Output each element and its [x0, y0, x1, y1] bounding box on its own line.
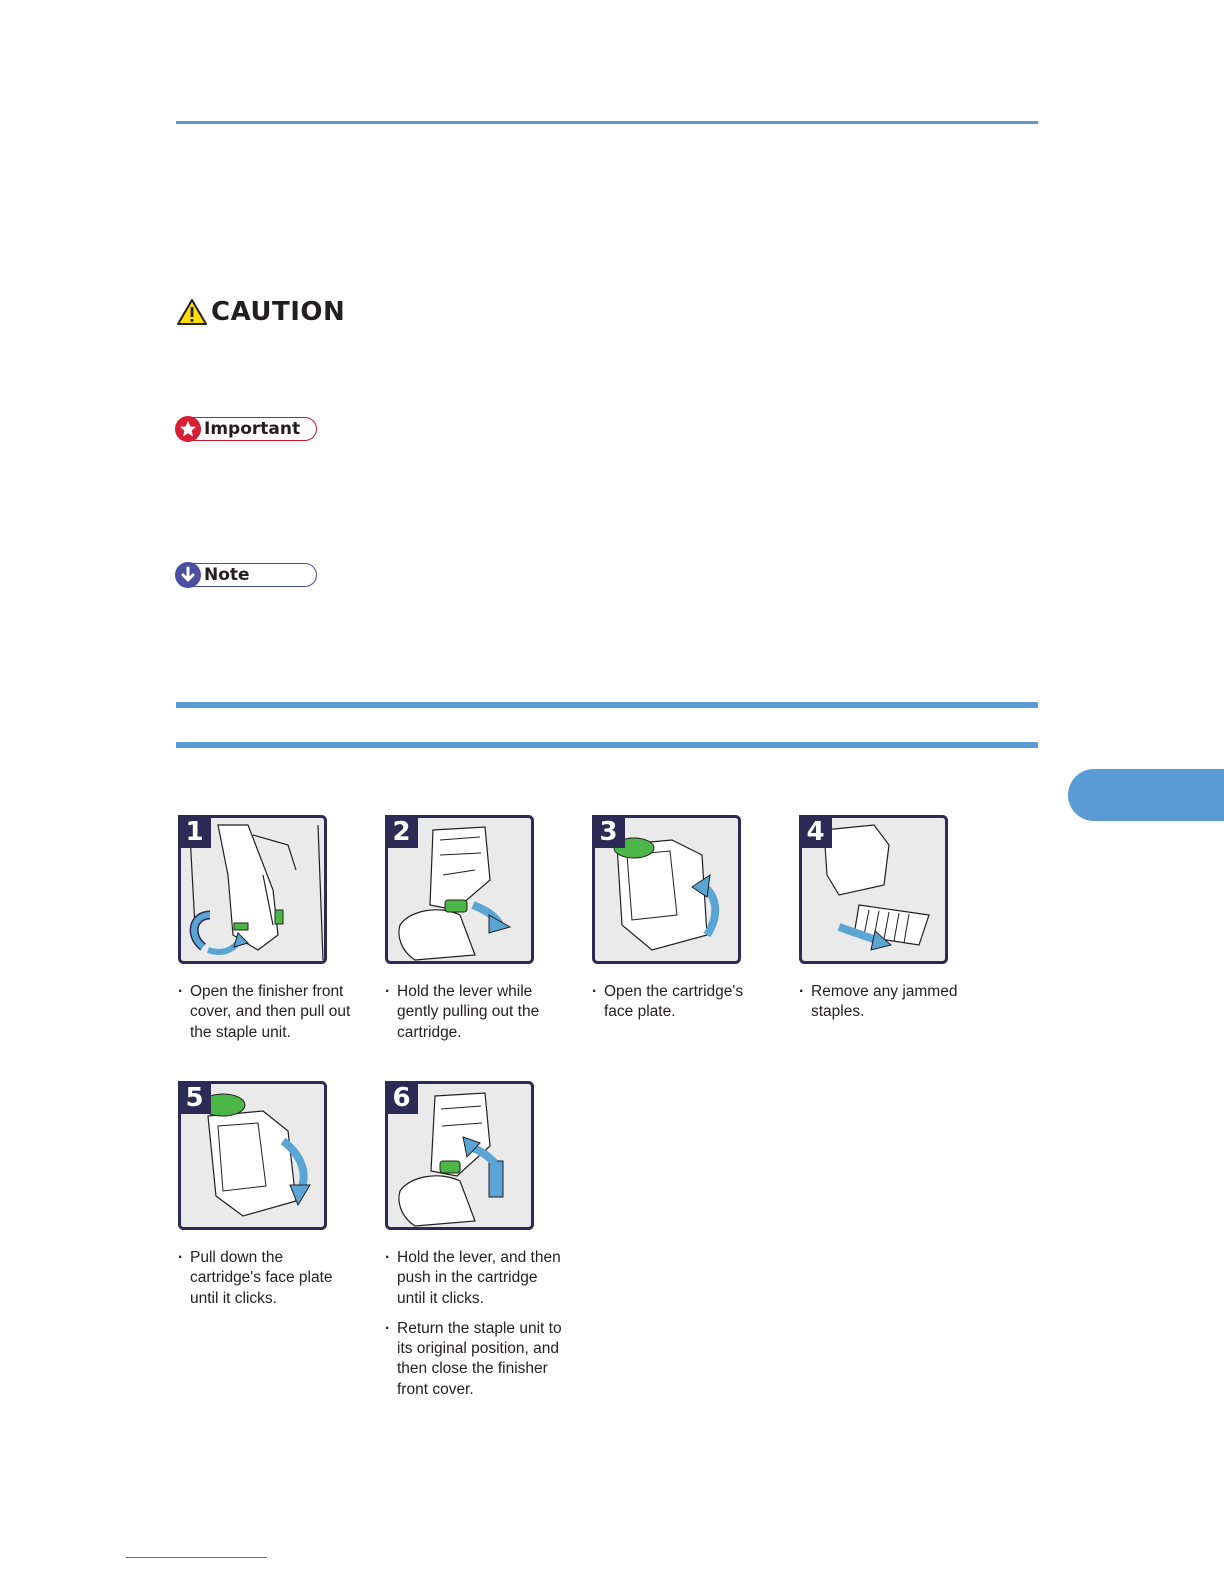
step-instruction: · Return the staple unit to its original position, and then close the finisher front cover. — [385, 1319, 565, 1400]
step-instruction: · Open the finisher front cover, and then pull out the staple unit. — [178, 982, 358, 1043]
star-icon — [175, 416, 201, 442]
step-caption — [385, 1248, 565, 1410]
step-caption — [592, 982, 772, 1033]
step-instruction: · Hold the lever, and then push in the cartridge until it clicks. — [385, 1248, 565, 1309]
caution-label: CAUTION — [211, 297, 346, 327]
note-label: Note — [204, 565, 250, 585]
chapter-tab — [1068, 769, 1224, 821]
caution-heading — [176, 297, 345, 327]
step-instruction: · Hold the lever while gently pulling out the cartridge. — [385, 982, 565, 1043]
step-number: 1 — [178, 815, 211, 848]
section-rule-lower — [176, 742, 1038, 748]
step-caption — [178, 1248, 358, 1319]
note-badge — [176, 563, 317, 587]
step-number: 5 — [178, 1081, 211, 1114]
step-instruction: · Pull down the cartridge's face plate until it clicks. — [178, 1248, 358, 1309]
step-caption — [385, 982, 565, 1053]
top-rule — [176, 121, 1038, 124]
step-number: 6 — [385, 1081, 418, 1114]
step-instruction: · Open the cartridge's face plate. — [592, 982, 772, 1023]
step-number: 2 — [385, 815, 418, 848]
footer-link-line — [126, 1557, 267, 1558]
important-label: Important — [204, 419, 301, 439]
warning-triangle-icon — [176, 298, 208, 326]
important-badge — [176, 417, 317, 441]
step-number: 3 — [592, 815, 625, 848]
step-number: 4 — [799, 815, 832, 848]
step-caption — [799, 982, 979, 1033]
step-instruction: · Remove any jammed staples. — [799, 982, 979, 1023]
section-rule-upper — [176, 702, 1038, 708]
down-arrow-icon — [175, 562, 201, 588]
step-caption — [178, 982, 358, 1053]
